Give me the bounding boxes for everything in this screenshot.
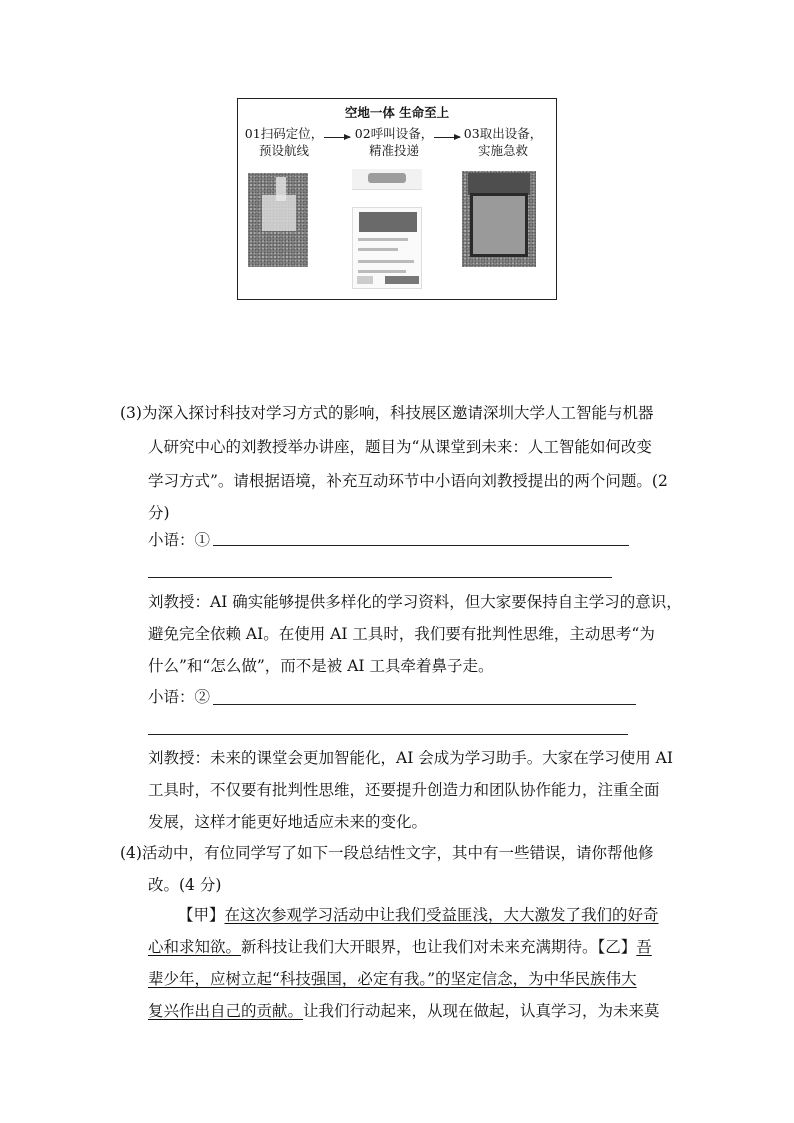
q4-line-2: 改。(4 分) xyxy=(148,876,222,894)
step-2-line2: 精准投递 xyxy=(368,143,419,158)
step-1-line1: 01扫码定位， xyxy=(244,126,324,141)
arrow-icon xyxy=(324,137,350,138)
drone-screenshot xyxy=(352,169,422,190)
step-2-label xyxy=(352,125,436,159)
process-figure xyxy=(237,98,557,300)
jia-sentence-part-2: 心和求知欲。 xyxy=(148,938,242,956)
figure-title: 空地一体 生命至上 xyxy=(344,105,450,120)
jia-sentence-part-1: 在这次参观学习活动中让我们受益匪浅，大大激发了我们的好奇 xyxy=(224,906,659,924)
xiaoyu-label-2: 小语：② xyxy=(148,688,211,706)
xiaoyu-label-1: 小语：① xyxy=(148,531,211,549)
step-1-line2: 预设航线 xyxy=(258,143,309,158)
step-2-line1: 02呼叫设备， xyxy=(354,126,434,141)
q3-line-3: 学习方式”。请根据语境，补充互动环节中小语向刘教授提出的两个问题。(2 xyxy=(148,472,668,490)
prof-reply-1-line-3: 什么”和“怎么做”，而不是被 AI 工具牵着鼻子走。 xyxy=(148,657,494,675)
answer-blank-1a[interactable] xyxy=(213,545,629,546)
arrow-icon xyxy=(434,137,460,138)
yi-sentence-part-3: 复兴作出自己的贡献。 xyxy=(148,1002,304,1020)
q3-line-1: (3)为深入探讨科技对学习方式的影响，科技展区邀请深圳大学人工智能与机器 xyxy=(120,404,654,422)
yi-sentence-part-2: 辈少年，应树立起“科技强国，必定有我。”的坚定信念，为中华民族伟大 xyxy=(148,970,637,988)
passage-line-3 xyxy=(148,964,637,994)
step-3-label xyxy=(460,125,546,159)
answer-blank-2b[interactable] xyxy=(148,734,628,735)
scan-photo xyxy=(248,173,308,267)
step-3-line2: 实施急救 xyxy=(477,143,528,158)
prof-reply-1-line-2: 避免完全依赖 AI。在使用 AI 工具时，我们要有批判性思维，主动思考“为 xyxy=(148,625,655,643)
prof-reply-1-line-1: 刘教授：AI 确实能够提供多样化的学习资料，但大家要保持自主学习的意识， xyxy=(148,593,682,611)
middle-sentence: 新科技让我们大开眼界，也让我们对未来充满期待。 xyxy=(241,938,598,956)
q3-line-4: 分) xyxy=(148,504,170,522)
yi-sentence-part-1: 吾 xyxy=(636,938,652,956)
prof-reply-2-line-2: 工具时，不仅要有批判性思维，还要提升创造力和团队协作能力，注重全面 xyxy=(148,781,660,799)
step-3-line1: 03取出设备， xyxy=(463,126,543,141)
answer-blank-1b[interactable] xyxy=(148,577,612,578)
q4-line-1: (4)活动中，有位同学写了如下一段总结性文字，其中有一些错误，请你帮他修 xyxy=(120,844,654,862)
jia-tag: 【甲】 xyxy=(178,906,225,924)
yi-tag: 【乙】 xyxy=(597,938,637,956)
prof-reply-2-line-3: 发展，这样才能更好地适应未来的变化。 xyxy=(148,813,428,831)
prof-reply-2-line-1: 刘教授：未来的课堂会更加智能化，AI 会成为学习助手。大家在学习使用 AI xyxy=(148,749,673,767)
app-screenshot xyxy=(352,207,422,289)
answer-blank-2a[interactable] xyxy=(213,704,636,705)
passage-line-4 xyxy=(148,996,660,1026)
step-1-label xyxy=(242,125,326,159)
passage-line-2 xyxy=(148,932,652,962)
closing-sentence: 让我们行动起来，从现在做起，认真学习，为未来莫 xyxy=(303,1002,660,1020)
q3-line-2: 人研究中心的刘教授举办讲座，题目为“从课堂到未来：人工智能如何改变 xyxy=(148,438,652,456)
passage-line-1 xyxy=(178,900,659,930)
aed-case-photo xyxy=(462,171,536,267)
drone-icon xyxy=(368,173,406,183)
